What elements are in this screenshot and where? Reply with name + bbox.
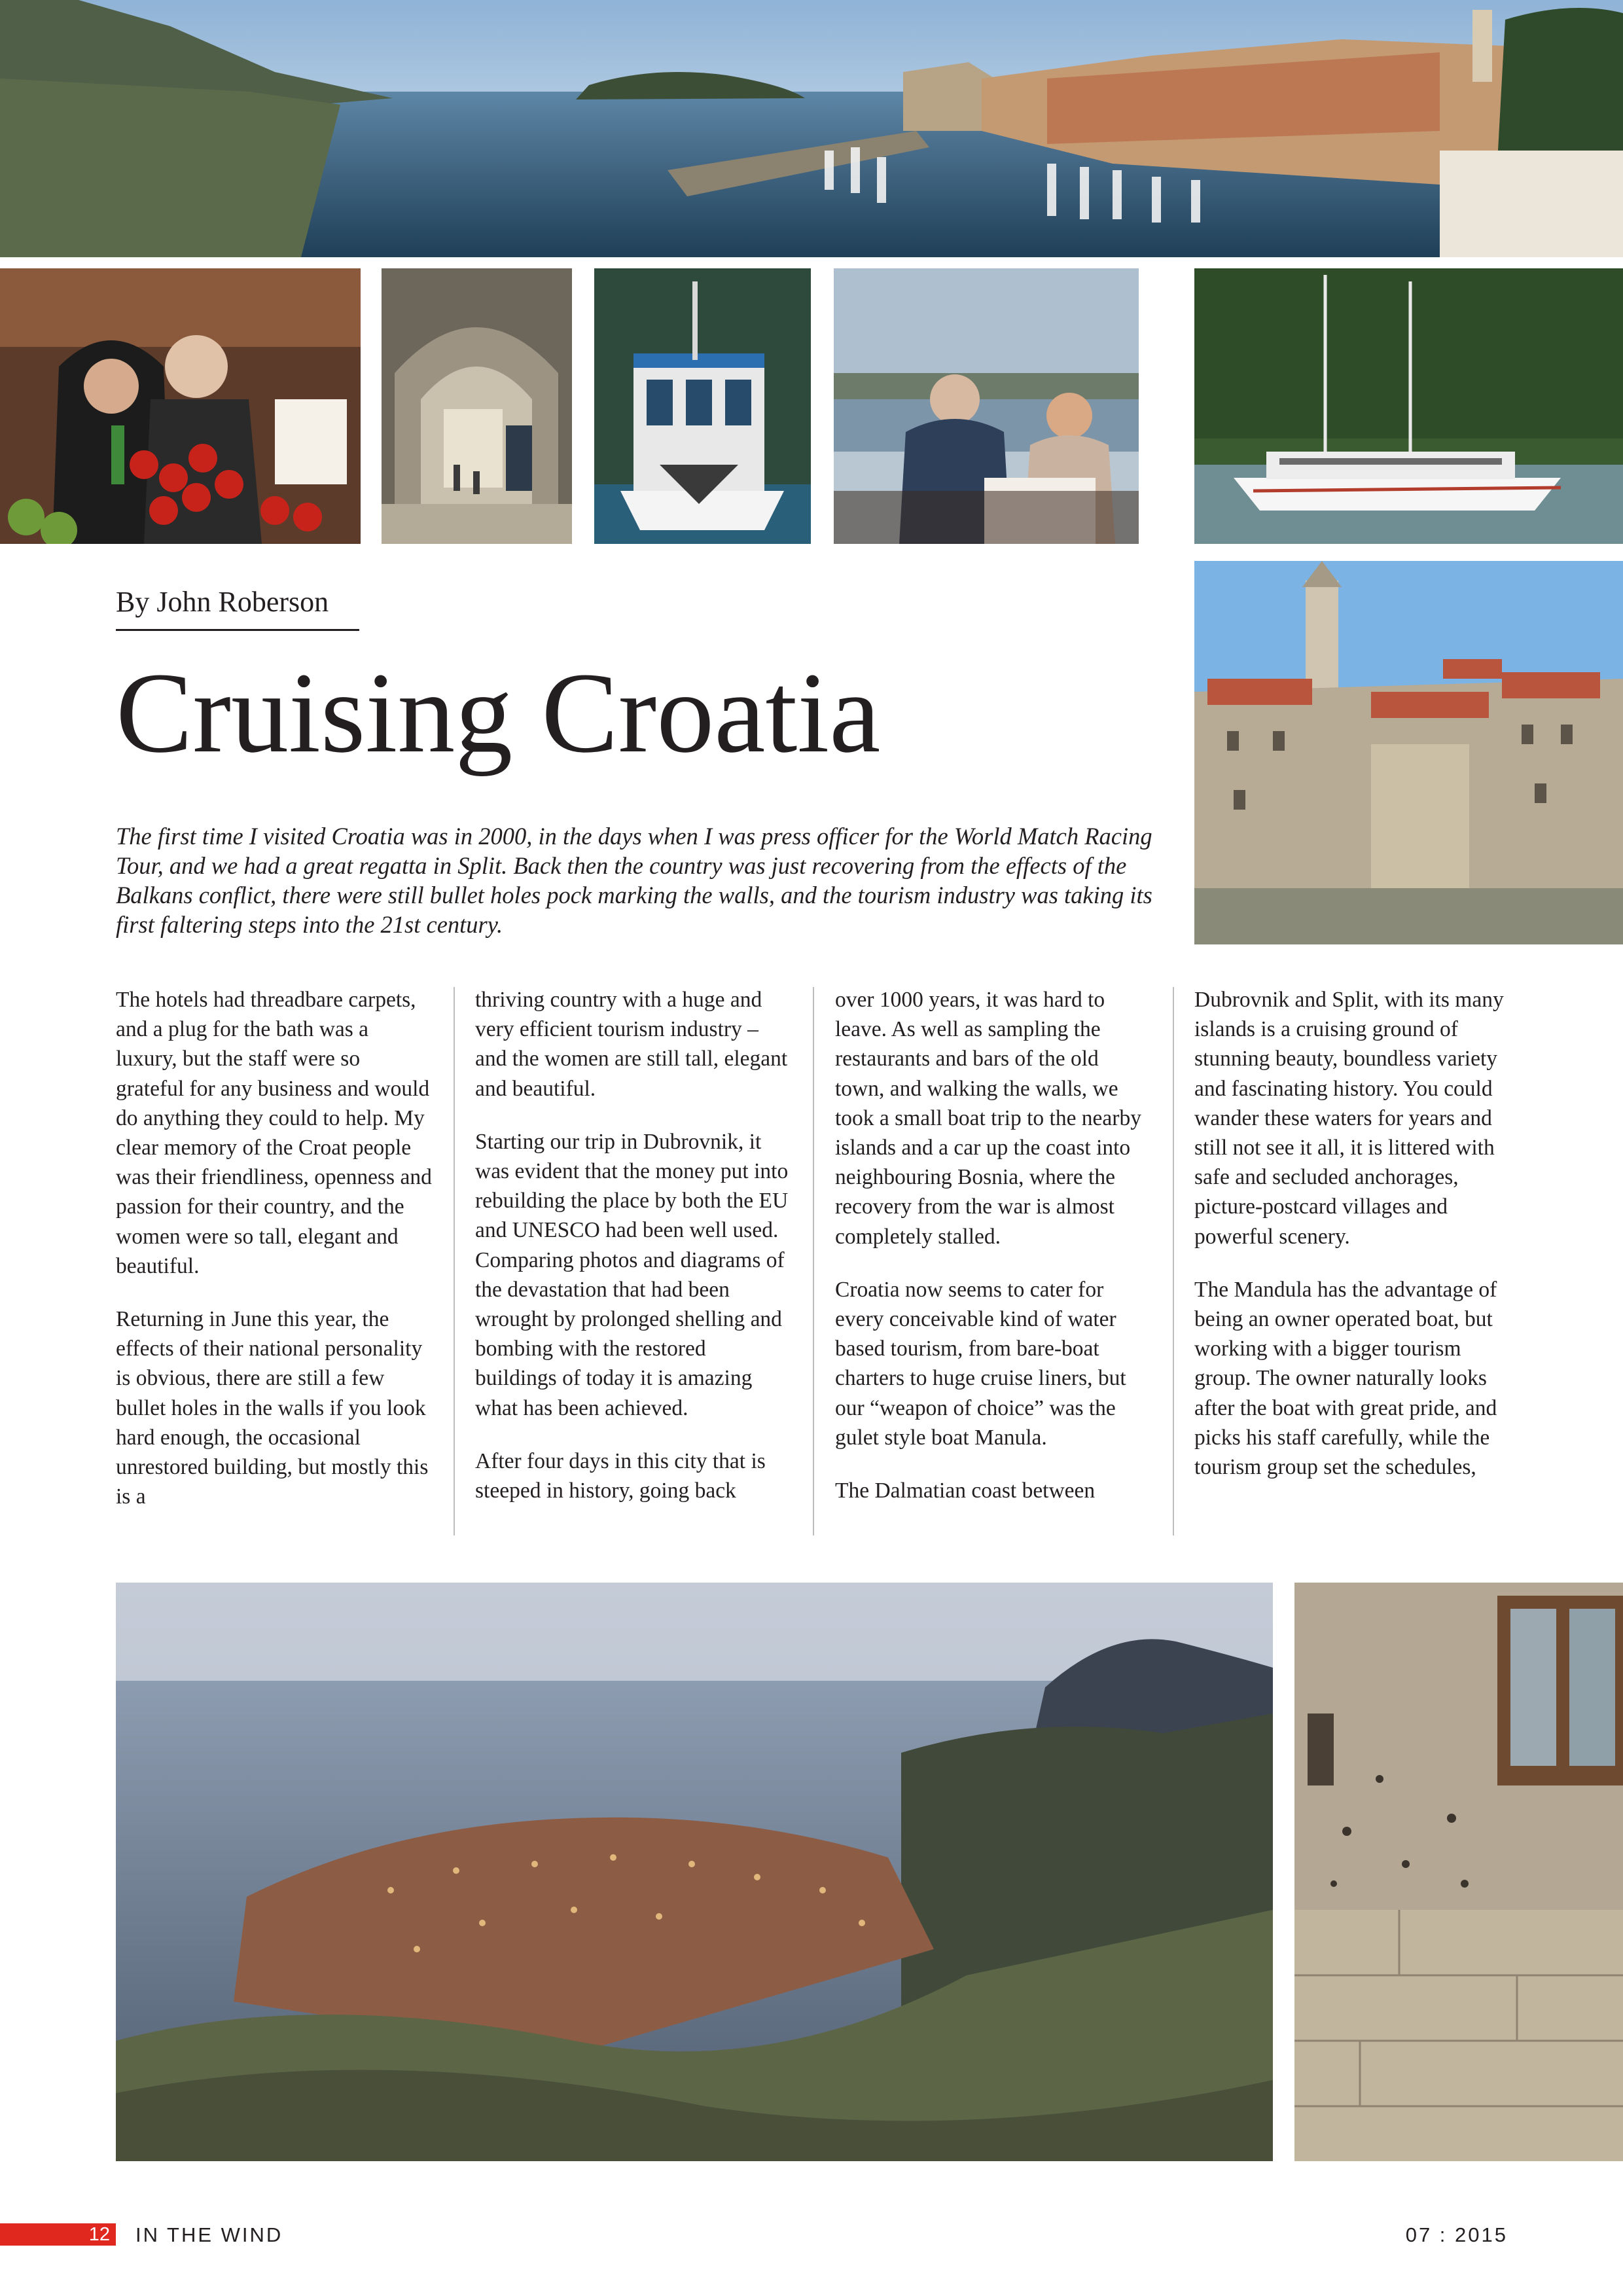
paragraph: Returning in June this year, the effects of their national personality is obvious, there are still a few bullet holes in the walls if you look hard enough, the occasional unrestored building, but mostly this is a	[116, 1307, 429, 1509]
paragraph: Croatia now seems to cater for every conceivable kind of water based tourism, from bare-boat charters to huge cruise liners, but our “weapon of choice” was the gulet style boat Manula.	[835, 1277, 1126, 1450]
article-intro: The first time I visited Croatia was in 2000, in the days when I was press officer for the World Match Racing Tour, and we had a great regatta in Split. Back then the country was just recovering from the effects of the Balkans conflict, there were still bullet holes pock marking the walls, and the tourism industry was taking its first faltering steps into the 21st century.	[116, 823, 1152, 938]
column-divider	[1173, 987, 1174, 1535]
body-column-2	[475, 985, 793, 1541]
issue-date: 07 : 2015	[1405, 2223, 1508, 2246]
paragraph: After four days in this city that is steeped in history, going back	[475, 1448, 766, 1503]
dubrovnik-dusk-photo	[116, 1583, 1273, 2161]
gulet-schooner-photo	[1194, 268, 1623, 544]
fishing-boat-photo	[594, 268, 811, 544]
paragraph: The Dalmatian coast between	[835, 1479, 1096, 1503]
byline: By John Roberson	[116, 579, 359, 631]
dining-couple-photo	[834, 268, 1139, 544]
column-divider	[454, 987, 455, 1535]
body-column-3	[835, 985, 1152, 1541]
body-column-4	[1194, 985, 1512, 1541]
page-number: 12	[88, 2224, 110, 2245]
column-divider	[813, 987, 814, 1535]
article-title: Cruising Croatia	[116, 649, 881, 777]
market-women-photo	[0, 268, 361, 544]
paragraph: thriving country with a huge and very efficient tourism industry – and the women are still tall, elegant and beautiful.	[475, 988, 788, 1101]
paragraph: The hotels had threadbare carpets, and a plug for the bath was a luxury, but the staff were so grateful for any business and would do anything they could to help. My clear memory of the Croat people was their friendliness, openness and passion for their country, and the women were so tall, elegant and beautiful.	[116, 988, 432, 1278]
magazine-name: IN THE WIND	[135, 2223, 283, 2246]
paragraph: The Mandula has the advantage of being an owner operated boat, but working with a bigger tourism group. The owner naturally looks after the boat with great pride, and picks his staff carefully, while the tourism group set the schedules,	[1194, 1277, 1497, 1480]
harbour-panorama-photo	[0, 0, 1623, 257]
paragraph: over 1000 years, it was hard to leave. As well as sampling the restaurants and bars of the old town, and walking the walls, we took a small boat trip to the nearby islands and a car up the coast into neighbouring Bosnia, where the recovery from the war is almost completely stalled.	[835, 988, 1141, 1249]
paragraph: Dubrovnik and Split, with its many islands is a cruising ground of stunning beauty, boundless variety and fascinating history. You could wander these waters for years and still not see it all, it is littered with safe and secluded anchorages, picture-postcard villages and powerful scenery.	[1194, 988, 1504, 1249]
bullet-marked-wall-photo	[1294, 1583, 1623, 2161]
body-column-1	[116, 985, 433, 1541]
paragraph: Starting our trip in Dubrovnik, it was evident that the money put into rebuilding the place by both the EU and UNESCO had been well used. Comparing photos and diagrams of the devastation that had been wrought by prolonged shelling and bombing with the restored buildings of today it is amazing what has been achieved.	[475, 1129, 789, 1420]
old-town-tower-photo	[1194, 561, 1623, 944]
stone-tunnel-photo	[382, 268, 572, 544]
